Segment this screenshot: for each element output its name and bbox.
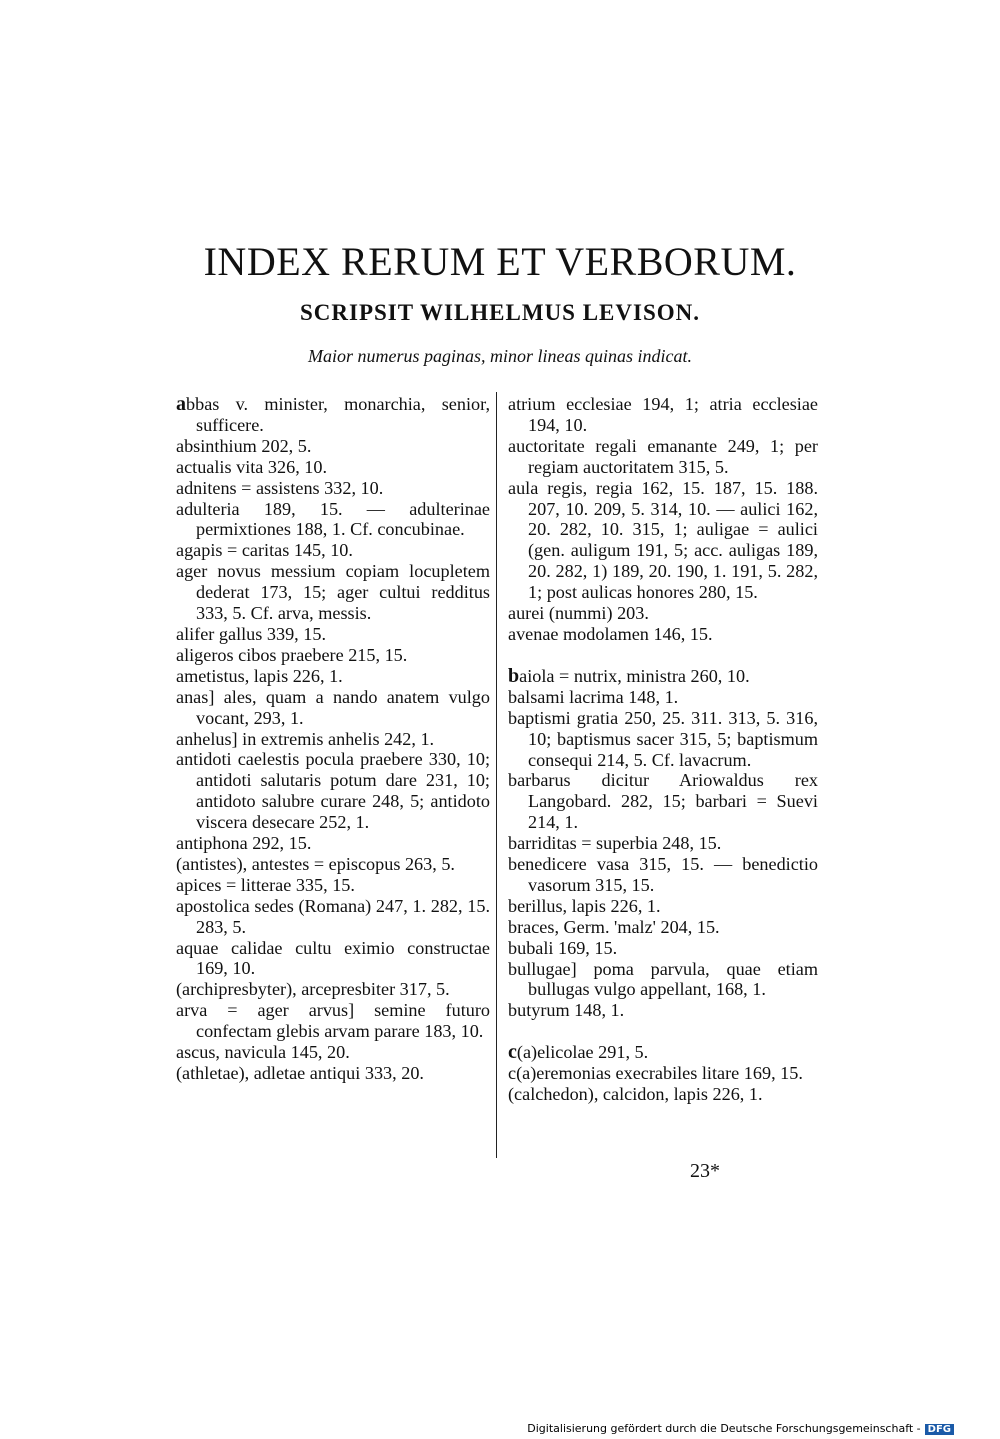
index-entry [508,708,818,771]
entry-text: anas] ales, quam a nando anatem vulgo vocant, 293, 1. [176,686,490,728]
index-entry [176,478,490,499]
entry-text: butyrum 148, 1. [508,1000,625,1021]
entry-text: barriditas = superbia 248, 15. [508,833,722,854]
entry-text: anhelus] in extremis anhelis 242, 1. [176,728,435,749]
entry-text: bbas v. minister, monarchia, senior, sufficere. [186,394,490,435]
entry-text: berillus, lapis 226, 1. [508,895,661,916]
index-entry [508,478,818,603]
entry-text: atrium ecclesiae 194, 1; atria ecclesiae 194, 10. [508,394,818,435]
entry-text: arva = ager arvus] semine futuro confectam glebis arvam parare 183, 10. [176,1000,490,1042]
index-entry [176,1042,490,1063]
index-entry [176,540,490,561]
index-entry [176,666,490,687]
entry-text: antiphona 292, 15. [176,833,312,854]
entry-text: aula regis, regia 162, 15. 187, 15. 188. 207, 10. 209, 5. 314, 10. — aulici 162, 20. 282, 10. 315, 1; auligae = aulici (gen. auligum 191, 5; acc. auligas 189, 20. 282, 1) 189, 20. 190, 1. 191, 5. 282, 1; post aulicas honores 280, 15. [508,477,818,603]
index-entry [176,561,490,624]
index-entry [508,833,818,854]
index-entry [508,854,818,896]
index-note: Maior numerus paginas, minor lineas quinas indicat. [307,346,692,366]
entry-text: ascus, navicula 145, 20. [176,1042,350,1063]
index-entry [176,749,490,833]
index-entry [508,1000,818,1021]
entry-text: aurei (nummi) 203. [508,603,649,624]
entry-text: (archipresbyter), arcepresbiter 317, 5. [176,979,450,1000]
entry-text: adnitens = assistens 332, 10. [176,477,384,498]
index-entry [176,1063,490,1084]
index-column-right [508,394,818,1105]
index-entry [508,938,818,959]
entry-text: actualis vita 326, 10. [176,456,328,477]
entry-text: baptismi gratia 250, 25. 311. 313, 5. 316, 10; baptismus sacer 315, 5; baptismum consequi 214, 5. Cf. lavacrum. [508,707,818,770]
section-initial: c [508,1041,517,1064]
index-column-left [176,394,490,1084]
index-entry [176,457,490,478]
entry-text: balsami lacrima 148, 1. [508,686,679,707]
entry-text: barbarus dicitur Ariowaldus rex Langobard. 282, 15; barbari = Suevi 214, 1. [508,770,818,833]
index-entry [508,1063,818,1084]
entry-text: adulteria 189, 15. — adulterinae permixtiones 188, 1. Cf. concubinae. [176,498,490,540]
entry-text: bullugae] poma parvula, quae etiam bullugas vulgo appellant, 168, 1. [508,958,818,1000]
index-entry [508,666,818,687]
index-entry [508,959,818,1001]
section-initial: b [508,664,520,687]
footer-text: Digitalisierung gefördert durch die Deutsche Forschungsgemeinschaft - [527,1422,921,1435]
index-entry [508,896,818,917]
digitization-footer [527,1422,954,1435]
entry-text: (antistes), antestes = episcopus 263, 5. [176,853,455,874]
index-entry [176,1000,490,1042]
author-line: SCRIPSIT WILHELMUS LEVISON. [299,300,701,325]
entry-text: aquae calidae cultu eximio constructae 169, 10. [176,937,490,979]
entry-text: c(a)eremonias execrabiles litare 169, 15. [508,1063,803,1084]
index-entry [508,603,818,624]
entry-text: benedicere vasa 315, 15. — benedictio vasorum 315, 15. [508,854,818,895]
index-entry [508,624,818,645]
index-entry [508,436,818,478]
entry-text: aligeros cibos praebere 215, 15. [176,644,408,665]
section-initial: a [176,393,186,415]
column-divider [496,392,497,1158]
index-entry [176,938,490,980]
index-entry [176,499,490,541]
index-entry [176,854,490,875]
index-entry [176,687,490,729]
index-entry [176,624,490,645]
index-entry [176,394,490,436]
index-entry [508,770,818,833]
entry-text: alifer gallus 339, 15. [176,623,327,644]
index-title: INDEX RERUM ET VERBORUM. [203,239,797,284]
index-entry [176,833,490,854]
index-entry [176,436,490,457]
entry-text: auctoritate regali emanante 249, 1; per regiam auctoritatem 315, 5. [508,435,818,477]
entry-text: bubali 169, 15. [508,937,618,958]
page-number: 23* [690,1160,720,1182]
index-entry [508,394,818,436]
index-entry [176,875,490,896]
index-entry [176,896,490,938]
entry-text: ager novus messium copiam locupletem dederat 173, 15; ager cultui redditus 333, 5. Cf. arva, messis. [176,561,490,624]
entry-text: agapis = caritas 145, 10. [176,540,353,561]
entry-text: braces, Germ. 'malz' 204, 15. [508,916,720,937]
entry-text: avenae modolamen 146, 15. [508,623,713,644]
entry-text: ametistus, lapis 226, 1. [176,665,343,686]
entry-text: (a)elicolae 291, 5. [516,1042,649,1063]
entry-text: apices = litterae 335, 15. [176,874,355,895]
dfg-logo: DFG [925,1424,954,1435]
entry-text: apostolica sedes (Romana) 247, 1. 282, 15. 283, 5. [176,895,490,937]
index-entry [176,645,490,666]
index-entry [508,1042,818,1063]
index-entry [508,917,818,938]
index-entry [176,729,490,750]
entry-text: aiola = nutrix, ministra 260, 10. [519,665,750,686]
entry-text: antidoti caelestis pocula praebere 330, 10; antidoti salutaris potum dare 231, 10; antidoto salubre curare 248, 5; antidoto viscera desecare 252, 1. [176,749,490,833]
entry-text: (calchedon), calcidon, lapis 226, 1. [508,1084,763,1105]
entry-text: (athletae), adletae antiqui 333, 20. [176,1063,424,1083]
index-entry [176,979,490,1000]
index-entry [508,687,818,708]
entry-text: absinthium 202, 5. [176,435,312,456]
index-entry [508,1084,818,1105]
